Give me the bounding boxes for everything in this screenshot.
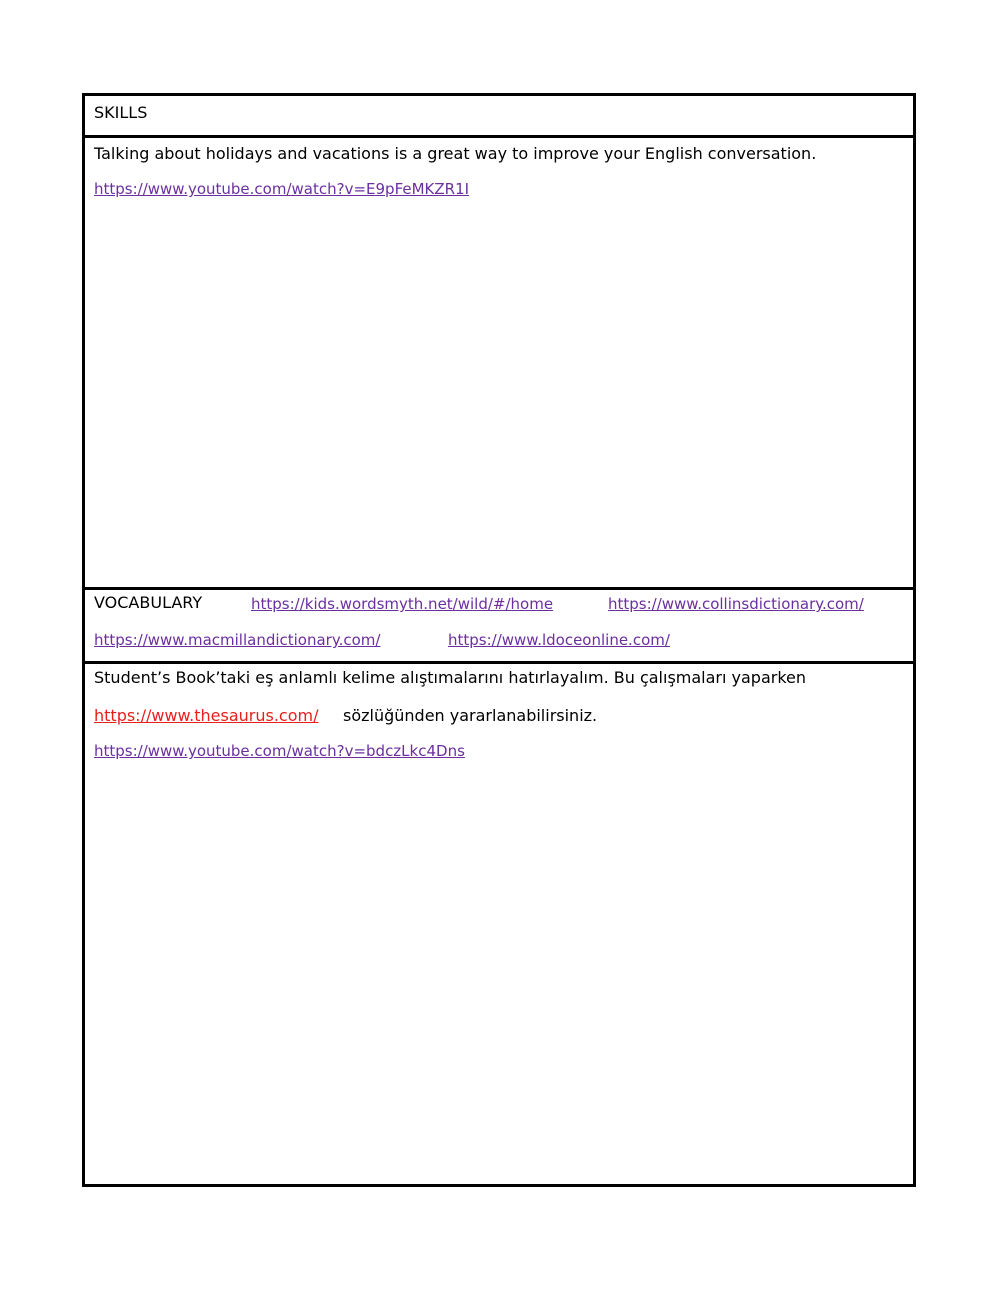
- skills-header-row: [85, 96, 913, 138]
- collins-link[interactable]: https://www.collinsdictionary.com/: [608, 595, 864, 613]
- synonyms-video-link[interactable]: https://www.youtube.com/watch?v=bdczLkc4Dns: [94, 742, 465, 760]
- ldoce-link[interactable]: https://www.ldoceonline.com/: [448, 631, 670, 649]
- worksheet-table: [82, 93, 916, 1187]
- synonyms-instruction: Student’s Book’taki eş anlamlı kelime alıştımalarını hatırlayalım. Bu çalışmaları yaparken: [94, 668, 807, 687]
- thesaurus-link[interactable]: https://www.thesaurus.com/: [94, 706, 319, 725]
- macmillan-link[interactable]: https://www.macmillandictionary.com/: [94, 631, 381, 649]
- skills-description: Talking about holidays and vacations is a great way to improve your English conversation.: [94, 144, 817, 163]
- skills-heading: SKILLS: [94, 103, 148, 122]
- wordsmyth-link[interactable]: https://kids.wordsmyth.net/wild/#/home: [251, 595, 554, 613]
- vocabulary-row: [85, 590, 913, 664]
- thesaurus-suffix: sözlüğünden yararlanabilirsiniz.: [343, 706, 598, 725]
- skills-video-link[interactable]: https://www.youtube.com/watch?v=E9pFeMKZR1I: [94, 180, 470, 198]
- synonyms-row: [85, 664, 913, 1184]
- skills-body-row: [85, 138, 913, 590]
- vocabulary-heading: VOCABULARY: [94, 593, 203, 612]
